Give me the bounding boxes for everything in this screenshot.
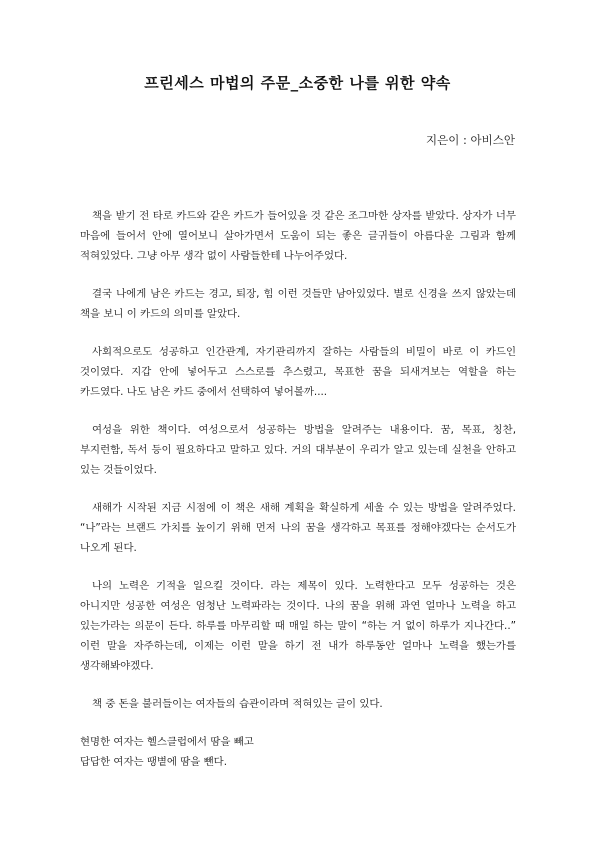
paragraph: 여성을 위한 책이다. 여성으로서 성공하는 방법을 알려주는 내용이다. 꿈, 목표, 칭찬, 부지런함, 독서 등이 필요하다고 말하고 있다. 거의 대부분이 우리가 알고 있는데 실천을 안하고 있는 것들이었다.	[80, 424, 516, 476]
author-line: 지은이 : 아비스안	[426, 133, 515, 147]
paragraph: 나의 노력은 기적을 일으킬 것이다. 라는 제목이 있다. 노력한다고 모두 성공하는 것은 아니지만 성공한 여성은 엄청난 노력파라는 것이다. 나의 꿈을 위해 과연 얼마나 노력을 하고 있는가라는 의문이 든다. 하루를 마무리할 때 매일 하는 말이 “하는 거 없이 하루가 지나간다..” 이런 말을 자주하는데, 이제는 이런 말을 하기 전 내가 하루동안 얼마나 노력을 했는가를 생각해봐야겠다.	[80, 580, 516, 672]
paragraph: 책 중 돈을 불러들이는 여자들의 습관이라며 적혀있는 글이 있다.	[92, 698, 383, 710]
paragraph: 새해가 시작된 지금 시점에 이 책은 새해 계획을 확실하게 세울 수 있는 방법을 알려주었다. “나”라는 브랜드 가치를 높이기 위해 먼저 나의 꿈을 생각하고 목표를 정해야겠다는 순서도가 나오게 된다.	[80, 502, 516, 554]
document-body	[80, 206, 516, 772]
document-title: 프린세스 마법의 주문_소중한 나를 위한 약속	[144, 74, 451, 92]
paragraph: 사회적으로도 성공하고 인간관계, 자기관리까지 잘하는 사람들의 비밀이 바로 이 카드인 것이였다. 지갑 안에 넣어두고 스스로를 추스렸고, 목표한 꿈을 되새겨보는 역할을 하는 카드였다. 나도 남은 카드 중에서 선택하여 넣어볼까....	[80, 346, 516, 398]
quote-line: 현명한 여자는 헬스클럽에서 땀을 빼고	[80, 736, 254, 748]
quote-line: 답답한 여자는 땡볕에 땀을 뺀다.	[80, 756, 227, 768]
paragraph: 결국 나에게 남은 카드는 경고, 퇴장, 힘 이런 것들만 남아있었다. 별로 신경을 쓰지 않았는데 책을 보니 이 카드의 의미를 알았다.	[80, 288, 516, 320]
paragraph: 책을 받기 전 타로 카드와 같은 카드가 들어있을 것 같은 조그마한 상자를 받았다. 상자가 너무 마음에 들어서 안에 열어보니 살아가면서 도움이 되는 좋은 글귀들이 아름다운 그림과 함께 적혀있었다. 그냥 아무 생각 없이 사람들한테 나누어주었다.	[80, 210, 516, 262]
